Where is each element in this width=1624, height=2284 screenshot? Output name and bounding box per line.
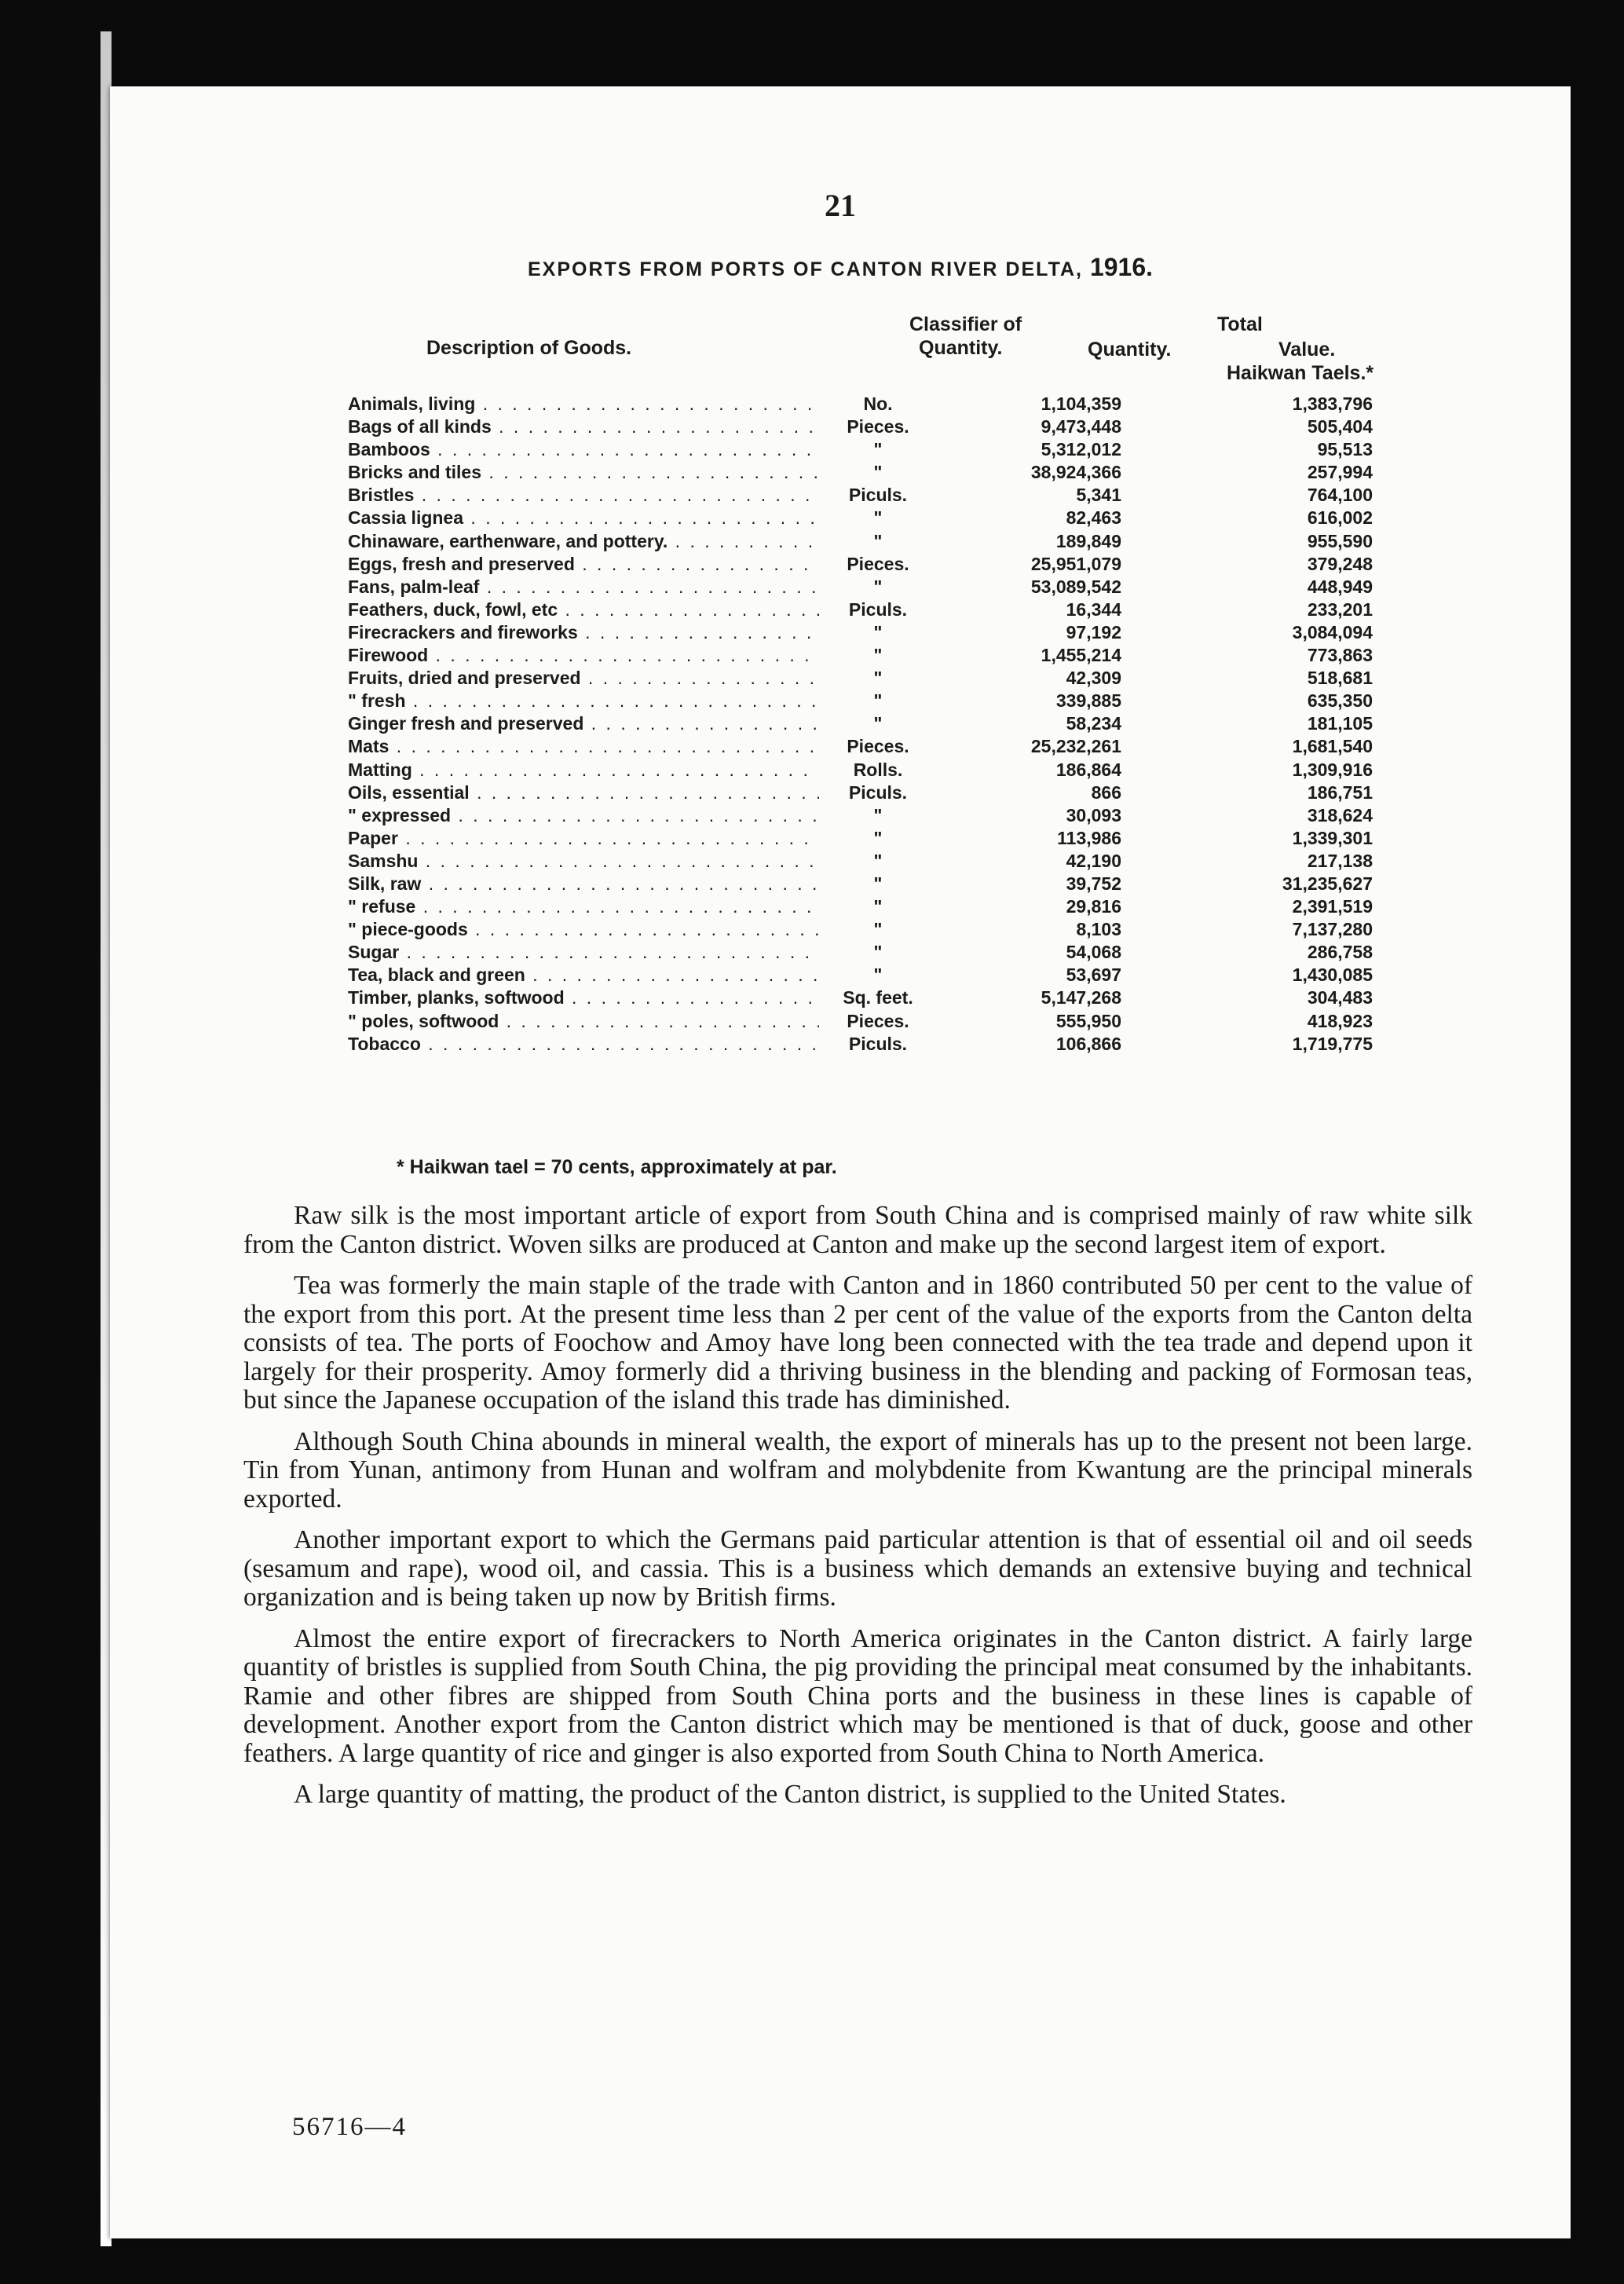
row-quantity: 339,885 [1055,690,1121,712]
table-row [348,986,1392,1009]
row-quantity: 25,951,079 [1030,553,1121,574]
row-value: 7,137,280 [1292,919,1373,940]
row-description: " refuse . . . [348,895,819,918]
row-classifier: " [873,919,883,940]
row-quantity: 1,455,214 [1041,645,1121,666]
row-value: 1,339,301 [1292,827,1373,848]
row-description: Bricks and tiles . . . [348,461,819,484]
table-row [348,941,1392,964]
row-description: Silk, raw . . . [348,873,819,895]
row-value: 518,681 [1307,668,1373,689]
row-classifier: " [873,713,883,734]
row-quantity: 53,697 [1066,964,1121,986]
header-total-line1: Total [1217,313,1263,335]
row-classifier: Sq. feet. [843,987,913,1008]
row-description: Timber, planks, softwood . . . [348,986,819,1009]
row-description: Chinaware, earthenware, and pottery. . . . [348,530,819,553]
paragraph: Almost the entire export of firecrackers to North America originates in the Canton district. A fairly large quantity of bristles is supplied from South China, the pig providing the principal meat consumed by the inhabitants. Ramie and other fibres are shipped from South China ports and the business in these lines is capable of development. Another export from the Canton district which may be mentioned is that of duck, goose and other feathers. A large quantity of rice and ginger is also exported from South China to North America. [243,1623,1472,1768]
table-title-text: EXPORTS FROM PORTS OF CANTON RIVER DELTA, [527,258,1083,280]
row-value: 318,624 [1307,804,1373,825]
table-row [348,415,1392,438]
table-row [348,964,1392,986]
row-classifier: " [873,873,883,894]
row-value: 1,681,540 [1292,736,1373,757]
row-classifier: " [873,896,883,917]
row-quantity: 113,986 [1057,827,1121,848]
row-description: Tobacco . . . [348,1033,819,1056]
row-value: 616,002 [1307,507,1373,529]
row-description: Paper . . . [348,827,819,850]
row-value: 1,309,916 [1292,759,1373,780]
row-value: 379,248 [1307,553,1373,574]
row-value: 635,350 [1307,690,1373,712]
row-classifier: Pieces. [847,553,909,574]
row-description: Ginger fresh and preserved . . . [348,712,819,735]
row-quantity: 555,950 [1055,1010,1121,1031]
paragraph: Another important export to which the Germans paid particular attention is that of essential oil and oil seeds (sesamum and rape), wood oil, and cassia. This is a business which demands an extensive buying and technical organization and is being taken up now by British firms. [243,1525,1472,1612]
row-quantity: 1,104,359 [1041,393,1121,414]
row-classifier: Pieces. [847,736,909,757]
row-classifier: " [873,439,883,460]
row-description: Oils, essential . . . [348,781,819,804]
row-quantity: 53,089,542 [1030,576,1121,597]
header-classifier-line1: Classifier of [909,313,1022,335]
row-classifier: Rolls. [853,759,903,780]
table-row [348,735,1392,758]
row-quantity: 106,866 [1055,1033,1121,1054]
row-quantity: 5,312,012 [1041,439,1121,460]
row-description: Cassia lignea . . . [348,507,819,529]
header-total-line2: Value. [1278,339,1336,361]
row-description: Fruits, dried and preserved . . . [348,667,819,690]
row-quantity: 39,752 [1066,873,1121,894]
table-row [348,553,1392,576]
row-quantity: 189,849 [1055,530,1121,551]
table-row [348,667,1392,690]
row-value: 955,590 [1307,530,1373,551]
row-classifier: " [873,964,883,986]
row-classifier: " [873,621,883,642]
row-classifier: " [873,690,883,712]
row-description: Bags of all kinds . . . [348,415,819,438]
row-quantity: 54,068 [1066,942,1121,963]
row-quantity: 16,344 [1066,598,1121,620]
row-classifier: " [873,462,883,483]
row-description: Animals, living . . . [348,393,819,415]
header-classifier-line2: Quantity. [919,337,1003,359]
row-quantity: 30,093 [1066,804,1121,825]
row-value: 1,430,085 [1292,964,1373,986]
row-description: Matting . . . [348,759,819,781]
row-quantity: 5,147,268 [1041,987,1121,1008]
row-value: 418,923 [1307,1010,1373,1031]
paragraph: A large quantity of matting, the product of the Canton district, is supplied to the United States. [294,1780,1286,1809]
row-value: 181,105 [1307,713,1373,734]
row-classifier: " [873,804,883,825]
row-quantity: 82,463 [1066,507,1121,529]
row-description: Firewood . . . [348,644,819,667]
row-value: 3,084,094 [1292,621,1373,642]
table-row [348,690,1392,712]
table-footnote: * Haikwan tael = 70 cents, approximately at par. [397,1156,837,1178]
table-row [348,850,1392,873]
row-classifier: Piculs. [848,598,908,620]
row-classifier: " [873,576,883,597]
table-row [348,781,1392,804]
row-description: Bristles . . . [348,484,819,507]
paragraph: Tea was formerly the main staple of the trade with Canton and in 1860 contributed 50 per cent to the value of the export from this port. At the present time less than 2 per cent of the value of the exports from the Canton delta consists of tea. The ports of Foochow and Amoy have long been connected with the tea trade and depend upon it largely for their prosperity. Amoy formerly did a thriving business in the blending and packing of Formosan teas, but since the Japanese occupation of the island this trade has diminished. [243,1271,1472,1415]
row-quantity: 58,234 [1066,713,1121,734]
row-description: Sugar . . . [348,941,819,964]
row-description: Bamboos . . . [348,438,819,461]
paragraph: Raw silk is the most important article of export from South China and is comprised mainly of raw white silk from the Canton district. Woven silks are produced at Canton and make up the second largest item of export. [243,1201,1472,1259]
row-quantity: 9,473,448 [1041,416,1121,437]
table-row [348,393,1392,415]
row-classifier: Piculs. [848,1033,908,1054]
table-row [348,712,1392,735]
row-value: 286,758 [1307,942,1373,963]
row-quantity: 186,864 [1055,759,1121,780]
row-quantity: 8,103 [1076,919,1121,940]
row-classifier: " [873,850,883,871]
row-quantity: 42,309 [1066,668,1121,689]
row-quantity: 29,816 [1066,896,1121,917]
row-description: " fresh . . . [348,690,819,712]
row-classifier: Pieces. [847,416,909,437]
table-row [348,1010,1392,1033]
exports-table-body [348,393,1392,1056]
row-description: Firecrackers and fireworks . . . [348,621,819,644]
table-row [348,484,1392,507]
row-quantity: 42,190 [1066,850,1121,871]
row-value: 1,383,796 [1292,393,1373,414]
table-row [348,759,1392,781]
row-value: 304,483 [1307,987,1373,1008]
page-number: 21 [825,188,856,223]
row-description: " piece-goods . . . [348,918,819,941]
row-classifier: Pieces. [847,1010,909,1031]
row-value: 186,751 [1307,781,1373,803]
table-row [348,461,1392,484]
document-page [110,86,1571,2238]
row-description: Mats . . . [348,735,819,758]
document-signature: 56716—4 [292,2113,407,2141]
table-row [348,530,1392,553]
table-title-year: 1916. [1089,253,1154,281]
table-row [348,644,1392,667]
row-value: 217,138 [1307,850,1373,871]
row-quantity: 97,192 [1066,621,1121,642]
row-classifier: " [873,530,883,551]
row-value: 2,391,519 [1292,896,1373,917]
row-classifier: Piculs. [848,781,908,803]
row-quantity: 866 [1091,781,1121,803]
table-row [348,438,1392,461]
table-row [348,827,1392,850]
row-value: 505,404 [1307,416,1373,437]
table-row [348,507,1392,529]
table-row [348,1033,1392,1056]
row-quantity: 25,232,261 [1030,736,1121,757]
body-text [243,1202,1472,1822]
table-row [348,918,1392,941]
header-description: Description of Goods. [426,337,632,359]
row-classifier: " [873,942,883,963]
row-quantity: 38,924,366 [1030,462,1121,483]
row-classifier: " [873,507,883,529]
row-value: 764,100 [1307,485,1373,506]
row-value: 95,513 [1317,439,1373,460]
row-description: Eggs, fresh and preserved . . . [348,553,819,576]
table-row [348,621,1392,644]
row-classifier: Piculs. [848,485,908,506]
row-classifier: No. [863,393,893,414]
row-quantity: 5,341 [1076,485,1121,506]
row-description: " poles, softwood . . . [348,1010,819,1033]
row-value: 773,863 [1307,645,1373,666]
row-description: " expressed . . . [348,804,819,827]
table-row [348,598,1392,621]
table-row [348,804,1392,827]
table-row [348,873,1392,895]
row-classifier: " [873,645,883,666]
header-total-line3: Haikwan Taels.* [1227,362,1374,384]
row-value: 1,719,775 [1292,1033,1373,1054]
table-row [348,576,1392,598]
table-row [348,895,1392,918]
row-description: Samshu . . . [348,850,819,873]
row-value: 257,994 [1307,462,1373,483]
row-description: Fans, palm-leaf . . . [348,576,819,598]
paragraph: Although South China abounds in mineral wealth, the export of minerals has up to the present not been large. Tin from Yunan, antimony from Hunan and wolfram and molybdenite from Kwantung are the principal minerals exported. [243,1426,1472,1514]
table-title [110,253,1571,282]
row-value: 448,949 [1307,576,1373,597]
row-classifier: " [873,827,883,848]
header-quantity: Quantity. [1088,339,1172,361]
row-classifier: " [873,668,883,689]
row-description: Tea, black and green . . . [348,964,819,986]
row-description: Feathers, duck, fowl, etc . . . [348,598,819,621]
row-value: 233,201 [1307,598,1373,620]
row-value: 31,235,627 [1282,873,1373,894]
